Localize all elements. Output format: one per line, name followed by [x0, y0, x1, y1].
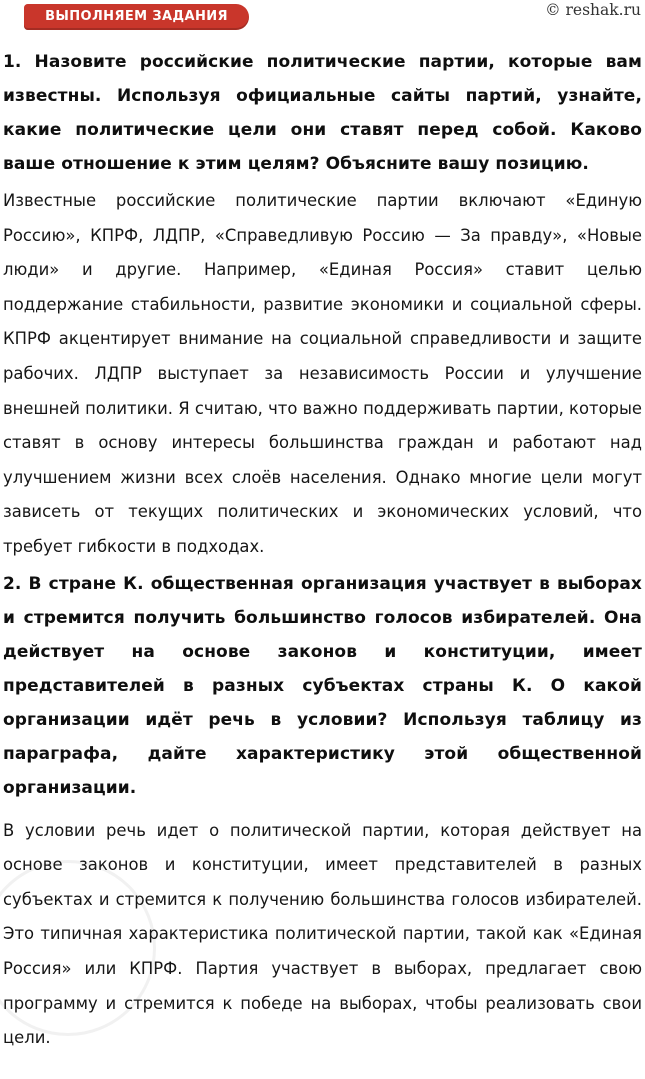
document-body: [3, 45, 642, 1056]
task-1-question: 1. Назовите российские политические партии, которые вам известны. Используя официальные сайты партий, узнайте, какие политические цели они ставят перед собой. Каково ваше отношение к этим целям? Объясните вашу позицию.: [3, 52, 642, 174]
task-1-answer: Известные российские политические партии включают «Единую Россию», КПРФ, ЛДПР, «Справедливую Россию — За правду», «Новые люди» и другие. Например, «Единая Россия» ставит целью поддержание стабильности, развитие экономики и социальной сферы. КПРФ акцентирует внимание на социальной справедливости и защите рабочих. ЛДПР выступает за независимость России и улучшение внешней политики. Я считаю, что важно поддерживать партии, которые ставят в основу интересы большинства граждан и работают над улучшением жизни всех слоёв населения. Однако многие цели могут зависеть от текущих политических и экономических условий, что требует гибкости в подходах.: [3, 191, 642, 556]
site-credit[interactable]: © reshak.ru: [545, 1, 641, 19]
page-header: [0, 0, 645, 36]
task-2-question: 2. В стране К. общественная организация участвует в выборах и стремится получить большинство голосов избирателей. Она действует на основе законов и конституции, имеет представителей в разных субъектах страны К. О какой организации идёт речь в условии? Используя таблицу из параграфа, дайте характеристику этой общественной организации.: [3, 573, 642, 798]
section-badge: ВЫПОЛНЯЕМ ЗАДАНИЯ: [24, 4, 249, 30]
task-2-answer: В условии речь идет о политической партии, которая действует на основе законов и конституции, имеет представителей в разных субъектах и стремится к получению большинства голосов избирателей. Это типичная характеристика политической партии, такой как «Единая Россия» или КПРФ. Партия участвует в выборах, предлагает свою программу и стремится к победе на выборах, чтобы реализовать свои цели.: [3, 820, 642, 1048]
